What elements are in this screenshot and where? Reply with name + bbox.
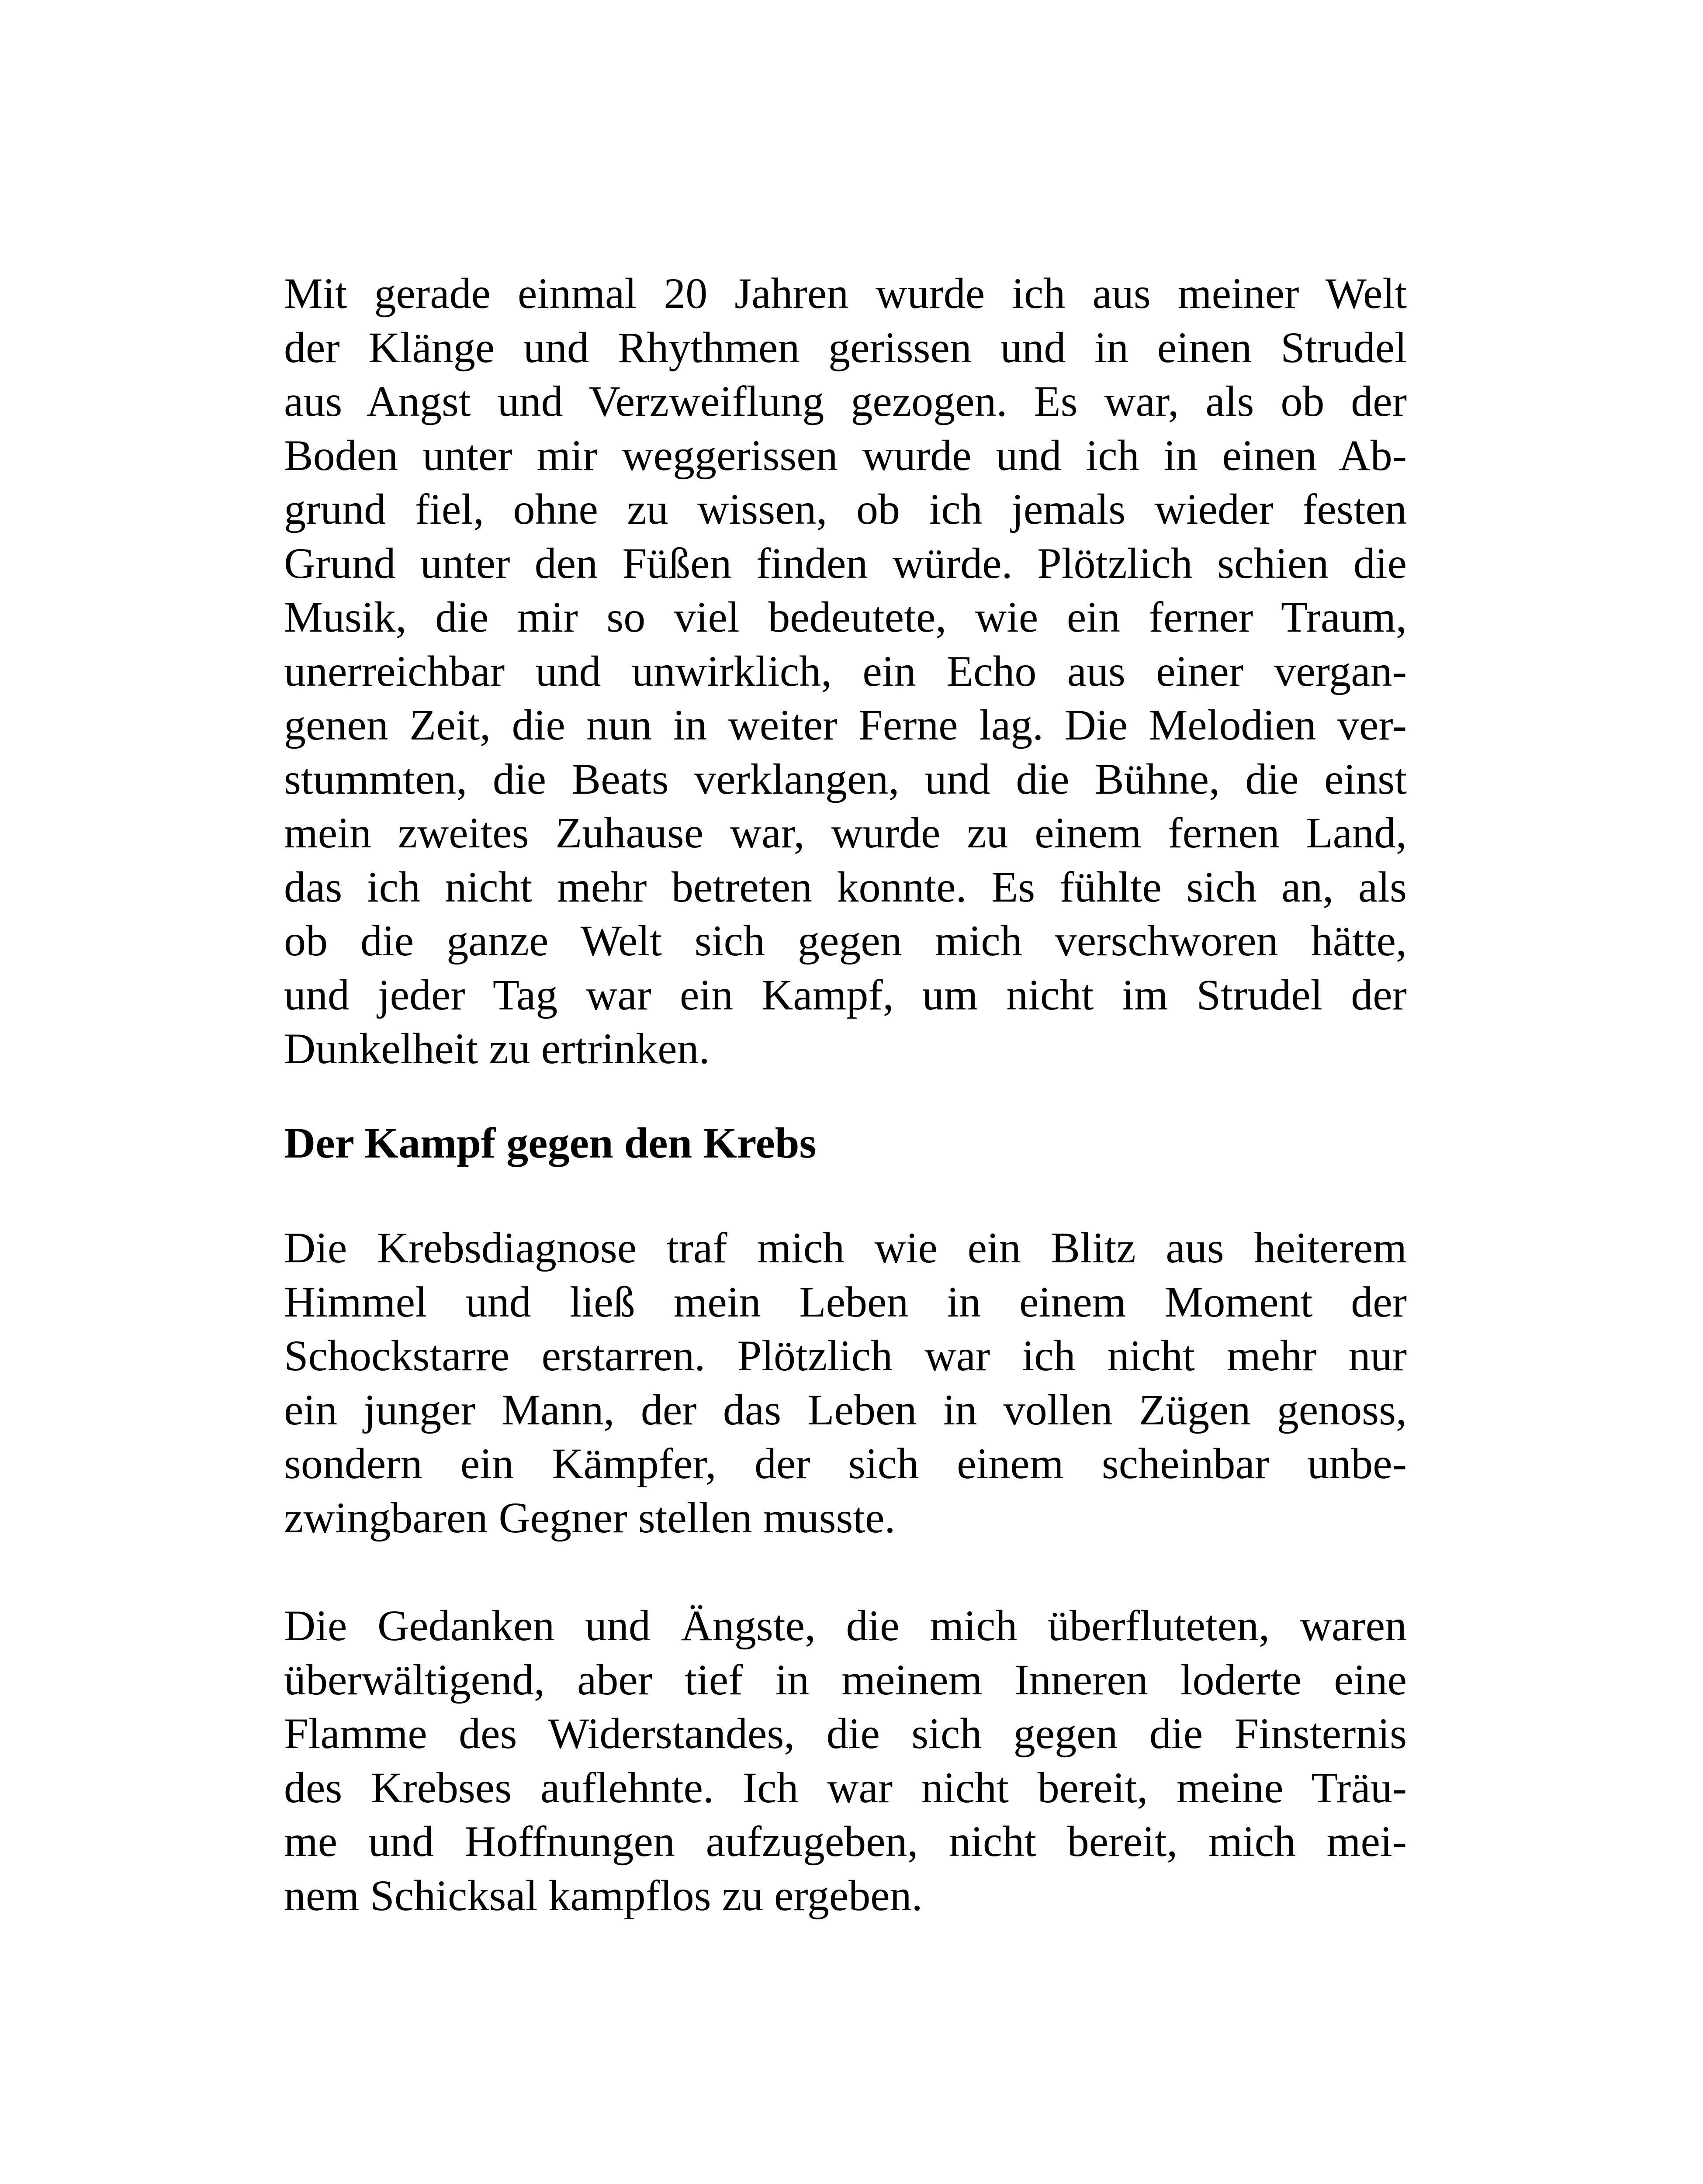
text-line: unerreichbar und unwirklich, ein Echo aus einer vergan- xyxy=(284,646,1407,695)
text-line: Dunkelheit zu ertrinken. xyxy=(284,1024,710,1073)
text-line: grund fiel, ohne zu wissen, ob ich jemals wieder festen xyxy=(284,485,1407,533)
paragraph-2 xyxy=(284,1221,1407,1545)
text-line: zwingbaren Gegner stellen musste. xyxy=(284,1493,896,1542)
text-line: Flamme des Widerstandes, die sich gegen die Finsternis xyxy=(284,1709,1407,1758)
text-line: das ich nicht mehr betreten konnte. Es fühlte sich an, als xyxy=(284,862,1407,911)
text-line: des Krebses auflehnte. Ich war nicht bereit, meine Träu- xyxy=(284,1763,1407,1812)
text-line: ein junger Mann, der das Leben in vollen Zügen genoss, xyxy=(284,1385,1407,1434)
text-line: Himmel und ließ mein Leben in einem Moment der xyxy=(284,1277,1407,1326)
paragraph-3 xyxy=(284,1599,1407,1922)
text-line: überwältigend, aber tief in meinem Inneren loderte eine xyxy=(284,1655,1407,1704)
text-line: stummten, die Beats verklangen, und die Bühne, die einst xyxy=(284,754,1407,803)
text-line: Grund unter den Füßen finden würde. Plötzlich schien die xyxy=(284,539,1407,587)
text-line: genen Zeit, die nun in weiter Ferne lag. Die Melodien ver- xyxy=(284,701,1407,749)
paragraph-1 xyxy=(284,266,1407,1076)
text-line: Musik, die mir so viel bedeutete, wie ein ferner Traum, xyxy=(284,593,1407,641)
text-line: Die Gedanken und Ängste, die mich überfluteten, waren xyxy=(284,1601,1407,1650)
text-line: me und Hoffnungen aufzugeben, nicht bereit, mich mei- xyxy=(284,1817,1407,1866)
text-line: nem Schicksal kampflos zu ergeben. xyxy=(284,1871,923,1920)
text-line: Boden unter mir weggerissen wurde und ich in einen Ab- xyxy=(284,431,1407,480)
text-line: Schockstarre erstarren. Plötzlich war ich nicht mehr nur xyxy=(284,1331,1407,1380)
text-line: ob die ganze Welt sich gegen mich verschworen hätte, xyxy=(284,916,1407,965)
text-line: und jeder Tag war ein Kampf, um nicht im Strudel der xyxy=(284,970,1407,1019)
text-line: der Klänge und Rhythmen gerissen und in einen Strudel xyxy=(284,323,1407,372)
text-line: sondern ein Kämpfer, der sich einem scheinbar unbe- xyxy=(284,1439,1407,1488)
text-line: mein zweites Zuhause war, wurde zu einem fernen Land, xyxy=(284,809,1407,857)
section-heading: Der Kampf gegen den Krebs xyxy=(284,1119,817,1167)
text-line: Mit gerade einmal 20 Jahren wurde ich aus meiner Welt xyxy=(284,269,1407,318)
text-line: aus Angst und Verzweiflung gezogen. Es war, als ob der xyxy=(284,377,1407,425)
text-line: Die Krebsdiagnose traf mich wie ein Blitz aus heiterem xyxy=(284,1223,1407,1272)
